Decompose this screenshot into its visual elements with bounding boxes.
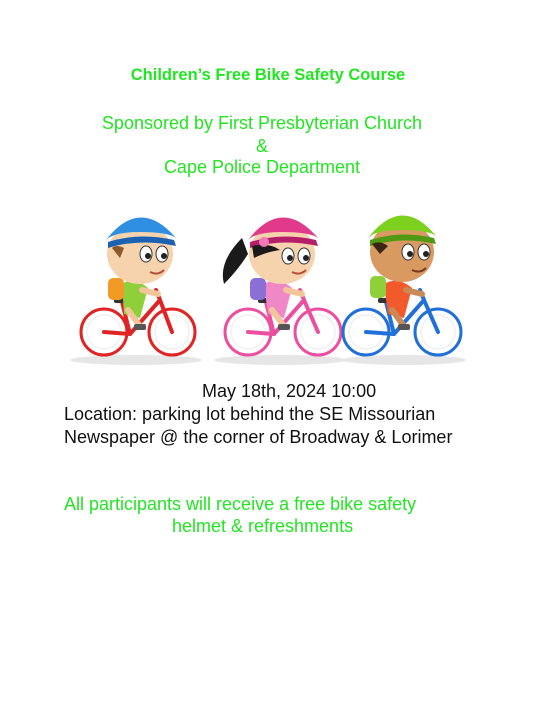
participant-note-line-1: All participants will receive a free bike safety	[64, 494, 417, 514]
event-location-line-2: Newspaper @ the corner of Broadway & Lorimer	[64, 427, 453, 447]
event-date-time: May 18th, 2024 10:00	[202, 381, 377, 401]
event-location-line-1: Location: parking lot behind the SE Missourian	[64, 404, 436, 424]
kid-pink-helmet-pink-bike	[223, 217, 341, 355]
kid-green-helmet-blue-bike	[343, 215, 461, 355]
sponsor-line-2: Cape Police Department	[163, 157, 361, 177]
participant-note-line-2: helmet & refreshments	[172, 516, 354, 536]
ground-shadow	[342, 355, 466, 365]
ground-shadow	[70, 355, 202, 365]
children-riding-bikes-icon	[68, 192, 468, 368]
ground-shadow	[214, 355, 346, 365]
kid-blue-helmet-red-bike	[81, 217, 195, 355]
flyer-title: Children’s Free Bike Safety Course	[130, 66, 406, 84]
sponsor-ampersand: &	[255, 136, 268, 156]
sponsor-line-1: Sponsored by First Presbyterian Church	[101, 113, 423, 133]
